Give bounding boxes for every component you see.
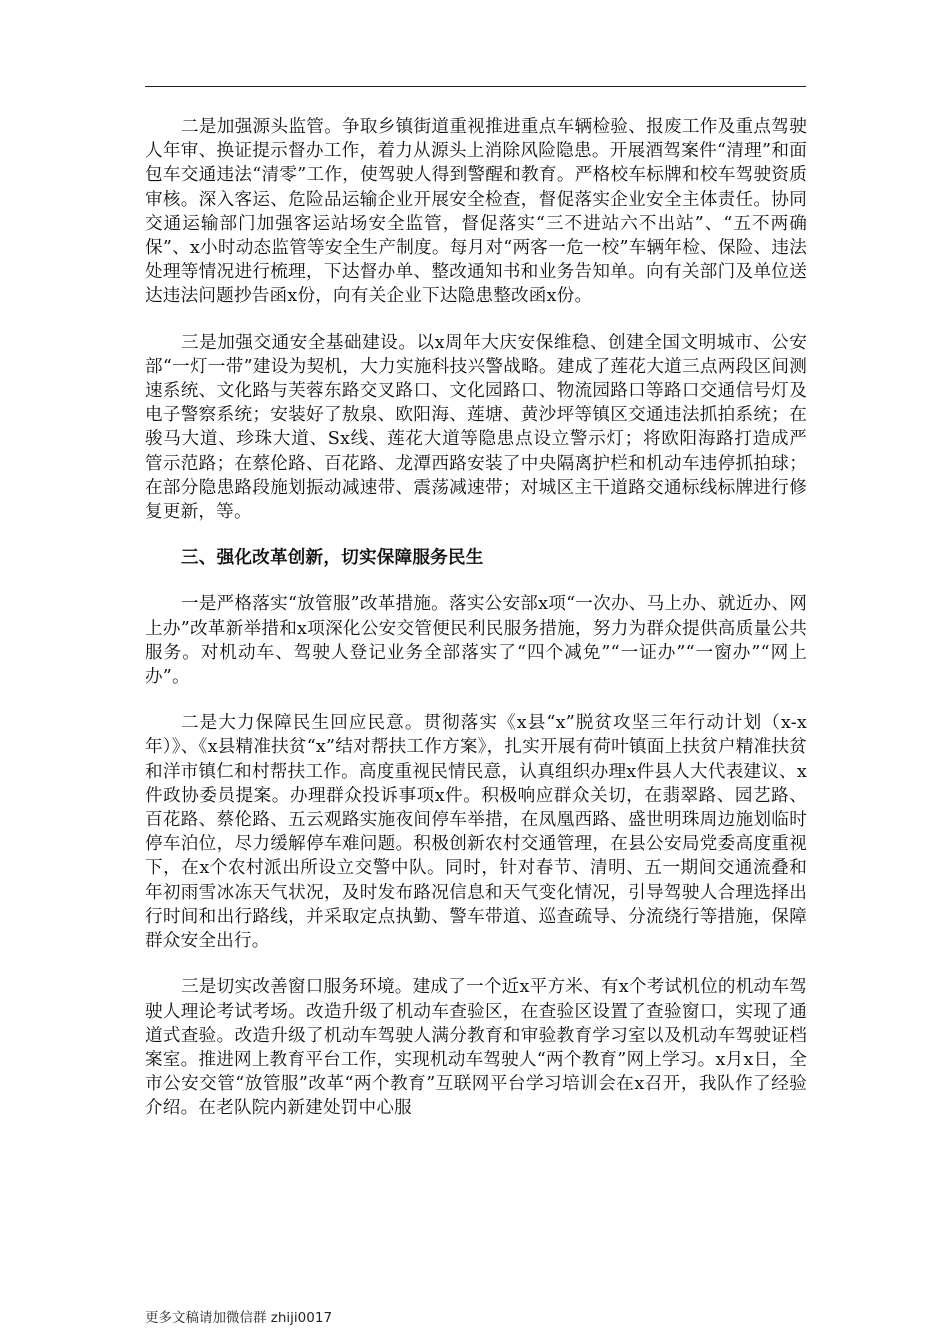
paragraph-service-window: 三是切实改善窗口服务环境。建成了一个近x平方米、有x个考试机位的机动车驾驶人理论考试考场。改造升级了机动车查验区，在查验区设置了查验窗口，实现了通道式查验。改造升级了机动车驾驶人满分教育和审验教育学习室以及机动车驾驶证档案室。推进网上教育平台工作，实现机动车驾驶人“两个教育”网上学习。x月x日，全市公安交管“放管服”改革“两个教育”互联网平台学习培训会在x召开，我队作了经验介绍。在老队院内新建处罚中心服 [145,977,807,1119]
footer-note: 更多文稿请加微信群 zhiji0017 [145,1310,333,1326]
paragraph-infrastructure: 三是加强交通安全基础建设。以x周年大庆安保维稳、创建全国文明城市、公安部“一灯一带”建设为契机，大力实施科技兴警战略。建成了莲花大道三点两段区间测速系统、文化路与芙蓉东路交叉路口、文化园路口、物流园路口等路口交通信号灯及电子警察系统；安装好了敖泉、欧阳海、莲塘、黄沙坪等镇区交通违法抓拍系统；在骏马大道、珍珠大道、Sx线、莲花大道等隐患点设立警示灯；将欧阳海路打造成严管示范路；在蔡伦路、百花路、龙潭西路安装了中央隔离护栏和机动车违停抓拍球；在部分隐患路段施划振动减速带、震荡减速带；对城区主干道路交通标线标牌进行修复更新，等。 [145,332,807,523]
section-heading: 三、强化改革创新，切实保障服务民生 [181,547,484,569]
header-rule [145,86,806,87]
paragraph-source-supervision: 二是加强源头监管。争取乡镇街道重视推进重点车辆检验、报废工作及重点驾驶人年审、换证提示督办工作，着力从源头上消除风险隐患。开展酒驾案件“清理”和面包车交通违法“清零”工作，使驾驶人得到警醒和教育。严格校车标牌和校车驾驶资质审核。深入客运、危险品运输企业开展安全检查，督促落实企业安全主体责任。协同交通运输部门加强客运站场安全监管，督促落实“三不进站六不出站”、“五不两确保”、x小时动态监管等安全生产制度。每月对“两客一危一校”车辆年检、保险、违法处理等情况进行梳理，下达督办单、整改通知书和业务告知单。向有关部门及单位送达违法问题抄告函x份，向有关企业下达隐患整改函x份。 [145,117,807,307]
document-body [145,115,807,1121]
paragraph-reform-measures: 一是严格落实“放管服”改革措施。落实公安部x项“一次办、马上办、就近办、网上办”改革新举措和x项深化公安交管便民利民服务措施，努力为群众提供高质量公共服务。对机动车、驾驶人登记业务全部落实了“四个减免”“一证办”“一窗办”“网上办”。 [145,594,807,688]
paragraph-livelihood: 二是大力保障民生回应民意。贯彻落实《x县“x”脱贫攻坚三年行动计划（x-x年）》、《x县精准扶贫“x”结对帮扶工作方案》，扎实开展有荷叶镇面上扶贫户精准扶贫和洋市镇仁和村帮扶工作。高度重视民情民意，认真组织办理x件县人大代表建议、x件政协委员提案。办理群众投诉事项x件。积极响应群众关切，在翡翠路、园艺路、百花路、蔡伦路、五云观路实施夜间停车举措，在凤凰西路、盛世明珠周边施划临时停车泊位，尽力缓解停车难问题。积极创新农村交通管理，在县公安局党委高度重视下，在x个农村派出所设立交警中队。同时，针对春节、清明、五一期间交通流叠和年初雨雪冰冻天气状况，及时发布路况信息和天气变化情况，引导驾驶人合理选择出行时间和出行路线，并采取定点执勤、警车带道、巡查疏导、分流绕行等措施，保障群众安全出行。 [145,713,807,952]
